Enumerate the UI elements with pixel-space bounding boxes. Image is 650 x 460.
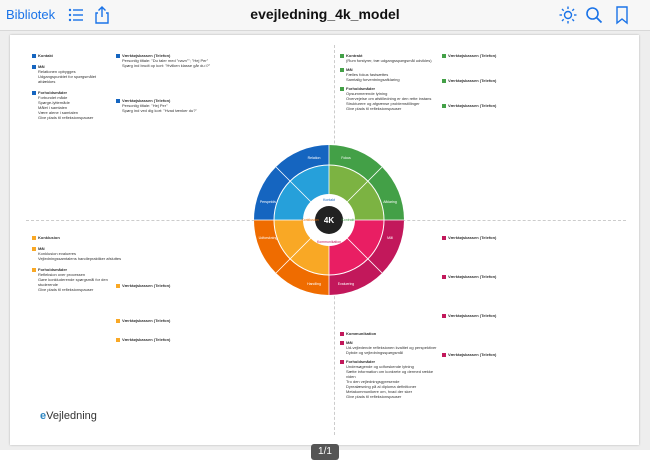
square-icon: [32, 91, 36, 95]
wheel-outer-label: Mål: [387, 236, 393, 240]
list-item: Refleksion over processen: [38, 272, 86, 277]
wheel-center-label: 4K: [323, 216, 335, 225]
tools-title: Værktøjskassen (Telefon): [448, 235, 497, 240]
square-icon: [116, 319, 120, 323]
section-title: Forholdsmåder: [38, 90, 68, 95]
tools-title: Værktøjskassen (Telefon): [448, 352, 497, 357]
square-icon: [442, 79, 446, 83]
square-icon: [32, 54, 36, 58]
section-title: Forholdsmåder: [38, 267, 68, 272]
section-kommunikation: [340, 331, 440, 399]
brand-logo: [40, 410, 97, 422]
pdf-page: [10, 35, 639, 445]
list-item: Opsummerende lytning: [346, 91, 388, 96]
section-kontrakt: [340, 53, 440, 111]
wheel-outer-label: Afklaring: [383, 200, 397, 204]
square-icon: [442, 54, 446, 58]
tools-title: Værktøjskassen (Telefon): [122, 98, 171, 103]
wheel-outer-label: Fokus: [341, 156, 351, 160]
bookmark-icon[interactable]: [612, 5, 632, 25]
wheel-inner-label: Kontrakt: [341, 218, 355, 222]
square-icon: [340, 87, 344, 91]
tools-title: Værktøjskassen (Telefon): [448, 103, 497, 108]
list-item: Dybde og vejledningsspørgsmål: [346, 350, 403, 355]
list-item: Vejledningssamtalens handlepraktiker afsluttes: [38, 256, 122, 261]
square-icon: [340, 54, 344, 58]
square-icon: [116, 54, 120, 58]
list-item: Konklusion evalueres: [38, 251, 77, 256]
list-item: Overvejelse om afstilledning er den rette instans: [346, 96, 432, 101]
list-item: Forbundet måde: [38, 95, 68, 100]
square-icon: [116, 99, 120, 103]
wheel-inner-label: Konklusion: [301, 218, 319, 222]
wheel-inner-label: Kommunikation: [316, 240, 342, 244]
list-item: Dyrealæsning på al diploma definitioner: [346, 384, 417, 389]
square-icon: [116, 338, 120, 342]
list-item: Personlig tiltale: "Hej Per": [122, 103, 168, 108]
list-item: Fælles fokus fastsættes: [346, 72, 389, 77]
library-button[interactable]: Bibliotek: [6, 7, 56, 22]
list-item: Give plads til refleksionspauser: [38, 287, 94, 292]
square-icon: [32, 247, 36, 251]
tools-title: Værktøjskassen (Telefon): [122, 337, 171, 342]
brand-name: Vejledning: [46, 410, 97, 422]
tools-title: Værktøjskassen (Telefon): [448, 274, 497, 279]
list-item: Strukturere og afgrænse problemstillinger: [346, 101, 420, 106]
wheel-inner-label: Kontakt: [323, 198, 335, 202]
list-item: Metakommunikere om, hvad der sker: [346, 389, 413, 394]
list-item: Tro den vejledningsgyresende: [346, 379, 400, 384]
section-title: Konklusion: [38, 235, 60, 240]
list-item: Udgangspunktet for spørgsmålet afdækkes: [38, 74, 97, 84]
section-title: Kontakt: [38, 53, 53, 58]
tools-title: Værktøjskassen (Telefon): [122, 283, 171, 288]
list-item: Relationen opbygges: [38, 69, 76, 74]
section-konklusion: [32, 235, 122, 292]
section-title: Forholdsmåder: [346, 86, 376, 91]
section-title: Forholdsmåder: [346, 359, 376, 364]
list-item: Målet i samtalen: [38, 105, 68, 110]
page-indicator: 1/1: [311, 444, 339, 460]
list-item: Give plads til refleksionspauser: [346, 394, 402, 399]
list-item: Give plads til refleksionspauser: [346, 106, 402, 111]
square-icon: [340, 341, 344, 345]
brightness-icon[interactable]: [558, 5, 578, 25]
list-item: Gøre konkluderende spørgsmål for den studerende: [38, 277, 108, 287]
square-icon: [32, 65, 36, 69]
square-icon: [442, 275, 446, 279]
section-title: Mål: [38, 64, 45, 69]
list-item: Spørge-lyttemåde: [38, 100, 70, 105]
brand-prefix: e: [40, 410, 47, 422]
square-icon: [442, 353, 446, 357]
list-item: Være alene i samtalen: [38, 110, 79, 115]
list-item: Spørg ind ved dig kort: "Hvad tænker du?": [122, 108, 197, 113]
tools-title: Værktøjskassen (Telefon): [122, 318, 171, 323]
model-wheel: [254, 145, 404, 295]
square-icon: [32, 268, 36, 272]
document-title: evejledning_4k_model: [250, 6, 400, 22]
tools-title: Værktøjskassen (Telefon): [448, 313, 497, 318]
list-item: Give plads til refleksionspauser: [38, 115, 94, 120]
wheel-outer-label: Udforskning: [258, 236, 278, 240]
square-icon: [116, 284, 120, 288]
square-icon: [442, 104, 446, 108]
tools-br: [442, 235, 627, 357]
section-title: Kommunikation: [346, 331, 377, 336]
list-item: Samtalig forventningsafklaring: [346, 77, 400, 82]
square-icon: [340, 68, 344, 72]
list-item: Personlig tiltale: "Du taler med "navn""; "Hej Per": [122, 58, 209, 63]
section-title: Mål: [38, 246, 45, 251]
section-title: Mål: [346, 340, 353, 345]
wheel-outer-label: Handling: [307, 282, 321, 286]
tools-title: Værktøjskassen (Telefon): [448, 78, 497, 83]
list-item: Undersøgende og udforskende lytning: [346, 364, 414, 369]
section-subtitle: (Rum forstyrer, træ udgangsspørgsmål udvikles): [346, 58, 432, 63]
tools-tl: [116, 53, 316, 113]
square-icon: [340, 332, 344, 336]
square-icon: [340, 360, 344, 364]
toolbar: [0, 0, 650, 31]
section-kontakt: [32, 53, 112, 120]
wheel-outer-label: Perspektiv: [259, 200, 277, 204]
square-icon: [442, 236, 446, 240]
tools-title: Værktøjskassen (Telefon): [122, 53, 171, 58]
wheel-outer-label: Relation: [307, 156, 321, 160]
list-item: Spørg ind brudt op kort: "Hvilken klasse går du i?": [122, 63, 211, 68]
section-title: Mål: [346, 67, 353, 72]
wheel-outer-label: Evaluering: [337, 282, 355, 286]
square-icon: [32, 236, 36, 240]
pdf-viewer[interactable]: [0, 31, 650, 457]
list-item: Ud-vejledende refleksionen kvalitet og perspektiver: [346, 345, 437, 350]
search-icon[interactable]: [584, 5, 604, 25]
list-item: Sætte information om konkrete og dermed række viden: [346, 369, 434, 379]
section-title: Kontrakt: [346, 53, 363, 58]
square-icon: [442, 314, 446, 318]
tools-title: Værktøjskassen (Telefon): [448, 53, 497, 58]
tools-tr: [442, 53, 627, 108]
